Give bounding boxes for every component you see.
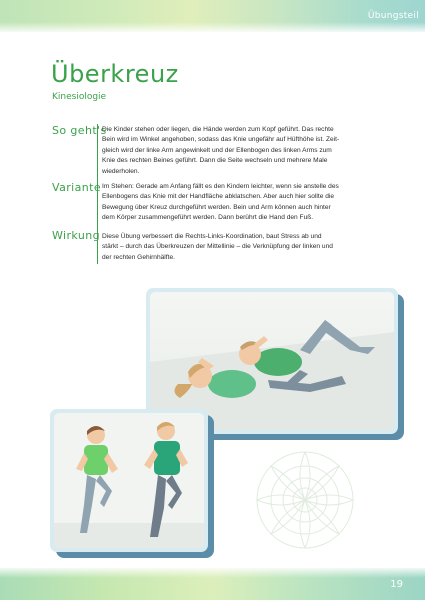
label-so-gehts: So geht's [52, 124, 107, 137]
text-line: der rechten Gehirnhälfte. [102, 253, 175, 261]
header-band [0, 0, 425, 32]
photo-illustration [54, 413, 204, 548]
photo-standing-children [50, 409, 208, 552]
paragraph-wirkung [102, 232, 384, 263]
text-line: Die Kinder stehen oder liegen, die Hände werden zum Kopf geführt. Das rechte [102, 126, 334, 133]
mandala-ornament-icon [250, 445, 360, 555]
text-line: Ellenbogens das Knie mit der Handfläche abklatschen. Aber auch hier sollte die [102, 193, 335, 201]
text-line: Bewegung über Kreuz durchgeführt werden. Bein und Arm können auch hinter [102, 203, 331, 211]
label-wirkung: Wirkung [52, 229, 100, 242]
page-subtitle: Kinesiologie [52, 92, 107, 102]
page-number: 19 [390, 579, 403, 590]
text-line: Knie des rechten Beines geführt. Dann die Seite wechseln und mehrere Male [102, 157, 328, 165]
text-line: Bein wird im Winkel angehoben, sodass das Knie ungefähr auf Hüfthöhe ist. Zeit- [102, 136, 340, 144]
text-line: dem Körper zusammengeführt werden. Dann berührt die Hand den Fuß. [102, 214, 314, 222]
paragraph-so-gehts [102, 125, 384, 177]
label-variante: Variante [52, 181, 101, 194]
text-line: Im Stehen: Gerade am Anfang fällt es den Kindern leichter, wenn sie anstelle des [102, 183, 339, 190]
text-line: gleich wird der linke Arm angewinkelt und der Ellenbogen des linken Arms zum [102, 146, 332, 154]
column-divider [97, 124, 98, 264]
section-tag: Übungsteil [367, 11, 419, 21]
text-line: Diese Übung verbessert die Rechts-Links-Koordination, baut Stress ab und [102, 233, 322, 240]
footer-band [0, 568, 425, 600]
text-line: wiederholen. [102, 167, 140, 175]
page-title: Überkreuz [51, 60, 179, 88]
text-line: stärkt – durch das Überkreuzen der Mittellinie – die Verknüpfung der linken und [102, 243, 333, 251]
paragraph-variante [102, 182, 384, 224]
photo-image [54, 413, 204, 548]
